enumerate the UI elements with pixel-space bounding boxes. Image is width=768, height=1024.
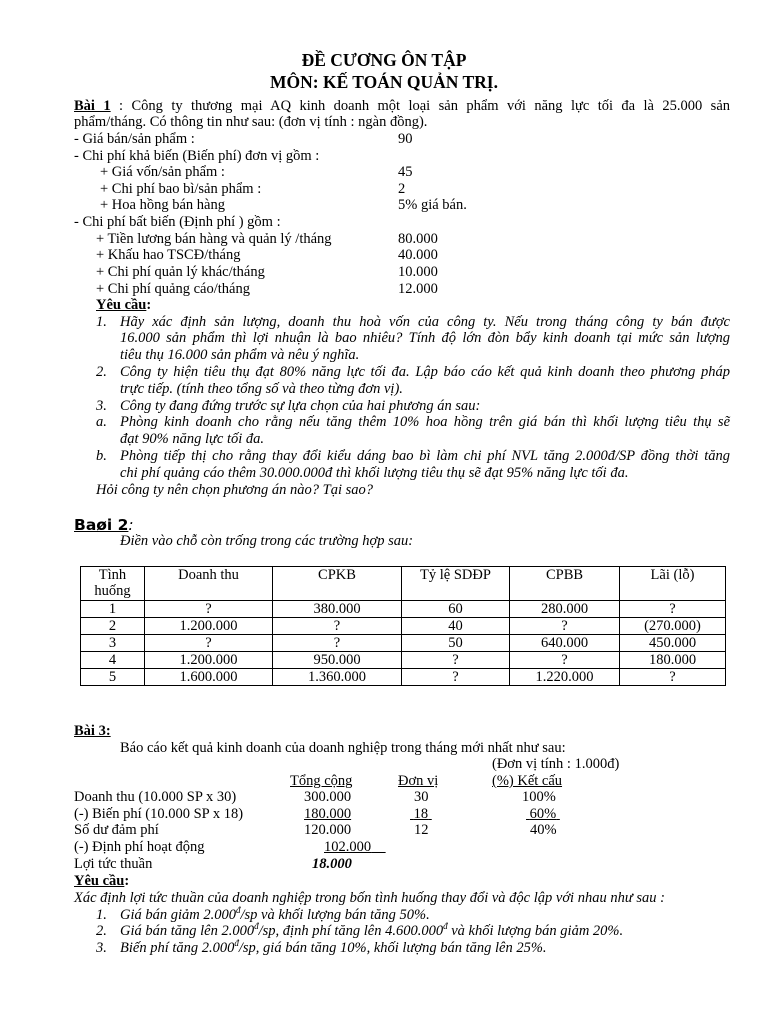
bai2-instruction: Điền vào chỗ còn trống trong các trường hợp sau:: [120, 533, 414, 549]
table-cell: 5: [81, 669, 145, 686]
bai1-yeu-cau: Yêu cầu:: [96, 297, 152, 313]
bai1-row-value: 2: [398, 181, 406, 197]
report-row-label: Lợi tức thuần: [74, 856, 153, 872]
table-cell: (270.000): [620, 618, 726, 635]
case-sup: đ: [234, 938, 239, 949]
case-sup: đ: [443, 921, 448, 932]
case-text-b: /sp, giá bán tăng 10%, khối lượng bán tăng lên 25%.: [238, 940, 547, 956]
case-text: [120, 907, 430, 924]
table-row: [81, 618, 726, 635]
bai2-label: Baøi 2: [74, 516, 129, 534]
yeu-cau-label: Yêu cầu: [74, 873, 125, 889]
report-row-unit: 30: [414, 789, 429, 805]
bai1-row-label: + Giá vốn/sản phẩm :: [100, 164, 225, 180]
bai3-task: Xác định lợi tức thuần của doanh nghiệp trong bốn tình huống thay đổi và độc lập với nhau như sau :: [74, 890, 665, 906]
table-cell: 60: [402, 601, 510, 618]
req-line: chi phí quảng cáo thêm 30.000.000đ thì khối lượng tiêu thụ sẽ đạt 95% năng lực tối đa.: [120, 465, 629, 481]
table-header-row: [81, 567, 726, 601]
case-text: [120, 940, 547, 957]
report-row-pct: 100%: [522, 789, 556, 805]
case-text-a: Giá bán giảm 2.000: [120, 907, 236, 923]
table-cell: 4: [81, 652, 145, 669]
table-row: [81, 669, 726, 686]
bai1-row-label: + Hoa hồng bán hàng: [100, 197, 225, 213]
table-cell: 2: [81, 618, 145, 635]
table-cell: 950.000: [273, 652, 402, 669]
req-num: a.: [96, 414, 107, 430]
bai2-heading: Baøi 2:: [74, 516, 134, 534]
bai1-row-label: + Chi phí quản lý khác/tháng: [96, 264, 265, 280]
bai3-label: Bài 3:: [74, 723, 111, 739]
req-line: Công ty hiện tiêu thụ đạt 80% năng lực tối đa. Lập báo cáo kết quả kinh doanh theo phương pháp: [120, 364, 730, 380]
table-row: [81, 652, 726, 669]
bai3-unit: (Đơn vị tính : 1.000đ): [492, 756, 620, 772]
bai3-intro: Báo cáo kết quả kinh doanh của doanh nghiệp trong tháng mới nhất như sau:: [120, 740, 566, 756]
bai3-yeu-cau: Yêu cầu:: [74, 873, 130, 889]
table-cell: 450.000: [620, 635, 726, 652]
report-row-label: Số dư đảm phí: [74, 822, 159, 838]
bai1-intro-line2: phẩm/tháng. Có thông tin như sau: (đơn vị tính : ngàn đồng).: [74, 114, 428, 130]
table-cell: 380.000: [273, 601, 402, 618]
table-cell: ?: [620, 669, 726, 686]
case-text-b: /sp và khối lượng bán tăng 50%.: [240, 907, 430, 923]
bai1-row-value: 12.000: [398, 281, 438, 297]
report-row-unit: [410, 806, 432, 823]
bai1-question: Hỏi công ty nên chọn phương án nào? Tại sao?: [96, 482, 374, 498]
bai1-row-label: + Chi phí quảng cáo/tháng: [96, 281, 250, 297]
table-cell: 50: [402, 635, 510, 652]
bai1-row-value: 90: [398, 131, 413, 147]
table-cell: 1.200.000: [145, 652, 273, 669]
bai1-row-label: + Khấu hao TSCĐ/tháng: [96, 247, 241, 263]
yeu-cau-label: Yêu cầu: [96, 297, 147, 313]
table-cell: 180.000: [620, 652, 726, 669]
header-cell: Lãi (lỗ): [620, 567, 726, 601]
table-cell: 280.000: [510, 601, 620, 618]
req-num: 3.: [96, 398, 107, 414]
case-num: 2.: [96, 923, 107, 939]
table-cell: ?: [402, 652, 510, 669]
col-header-pct: (%) Kết cấu: [492, 773, 563, 789]
req-line: 16.000 sản phẩm thì lợi nhuận là bao nhiêu? Tính độ lớn đòn bẩy kinh doanh tại mức sản lượng: [120, 330, 730, 346]
case-text-a: Biến phí tăng 2.000: [120, 940, 235, 956]
req-num: 2.: [96, 364, 107, 380]
req-line: Phòng tiếp thị cho rằng thay đổi kiểu dáng bao bì làm chi phí NVL tăng 2.000đ/SP đồng thời tăng: [120, 448, 730, 464]
req-num: 1.: [96, 314, 107, 330]
table-cell: ?: [620, 601, 726, 618]
col-header-total: Tổng cộng: [290, 773, 353, 789]
req-line: Công ty đang đứng trước sự lựa chọn của hai phương án sau:: [120, 398, 481, 414]
bai1-row-label: - Giá bán/sản phẩm :: [74, 131, 195, 147]
req-line: trực tiếp. (tính theo tổng số và theo từng đơn vị).: [120, 381, 403, 397]
bai1-row-label: + Chi phí bao bì/sản phẩm :: [100, 181, 262, 197]
req-num: b.: [96, 448, 107, 464]
bai2-instruction-text: Điền vào chỗ còn trống trong các trường hợp sau: [120, 533, 409, 549]
report-row-total: [324, 839, 386, 856]
header-cell: Tình huống: [81, 567, 145, 601]
bai1-label: Bài 1: [74, 98, 111, 114]
table-cell: ?: [145, 601, 273, 618]
table-cell: 1.200.000: [145, 618, 273, 635]
table-cell: ?: [402, 669, 510, 686]
case-text: [120, 923, 623, 940]
bai1-intro: [74, 98, 730, 115]
table-cell: ?: [510, 652, 620, 669]
header-cell: CPBB: [510, 567, 620, 601]
report-row-pct-value: 60%: [529, 806, 557, 822]
bai2-table: [80, 566, 726, 686]
header-cell: Doanh thu: [145, 567, 273, 601]
report-row-label: (-) Định phí hoạt động: [74, 839, 205, 855]
report-row-label: (-) Biến phí (10.000 SP x 18): [74, 806, 244, 822]
bai1-row-value: 5% giá bán.: [398, 197, 467, 213]
bai1-row-value: 80.000: [398, 231, 438, 247]
case-text-c: và khối lượng bán giảm 20%.: [447, 923, 624, 939]
table-cell: 1.220.000: [510, 669, 620, 686]
table-cell: 40: [402, 618, 510, 635]
bai1-row-value: 40.000: [398, 247, 438, 263]
report-row-unit: 12: [414, 822, 429, 838]
bai1-row-label: + Tiền lương bán hàng và quản lý /tháng: [96, 231, 332, 247]
case-num: 3.: [96, 940, 107, 956]
report-row-total: 18.000: [312, 856, 352, 872]
report-row-label: Doanh thu (10.000 SP x 30): [74, 789, 237, 805]
case-text-a: Giá bán tăng lên 2.000: [120, 923, 255, 939]
bai1-row-label: - Chi phí khả biến (Biến phí) đơn vị gồm :: [74, 148, 320, 164]
table-cell: 640.000: [510, 635, 620, 652]
col-header-unit: Đơn vị: [398, 773, 439, 789]
bai1-row-value: 10.000: [398, 264, 438, 280]
table-cell: 1: [81, 601, 145, 618]
table-cell: ?: [510, 618, 620, 635]
subject-title: MÔN: KẾ TOÁN QUẢN TRỊ.: [269, 72, 498, 92]
report-row-total: 180.000: [304, 806, 352, 822]
header-cell: Tỷ lệ SDĐP: [402, 567, 510, 601]
table-cell: ?: [273, 635, 402, 652]
report-row-total: 120.000: [304, 822, 352, 838]
case-num: 1.: [96, 907, 107, 923]
report-row-pct: 40%: [530, 822, 557, 838]
header-cell: CPKB: [273, 567, 402, 601]
bai1-row-value: 45: [398, 164, 413, 180]
report-row-unit-value: 18: [413, 806, 429, 822]
table-cell: ?: [273, 618, 402, 635]
document-title: ĐỀ CƯƠNG ÔN TẬP: [301, 50, 467, 70]
case-text-b: /sp, định phí tăng lên 4.600.000: [258, 923, 444, 939]
report-row-total: 300.000: [304, 789, 352, 805]
case-sup: đ: [254, 921, 259, 932]
case-sup: đ: [236, 905, 241, 916]
req-line: tiêu thụ 16.000 sản phẩm và nêu ý nghĩa.: [120, 347, 360, 363]
table-cell: 1.360.000: [273, 669, 402, 686]
req-line: đạt 90% năng lực tối đa.: [120, 431, 265, 447]
bai1-row-label: - Chi phí bất biến (Định phí ) gồm :: [74, 214, 281, 230]
table-row: [81, 635, 726, 652]
bai1-intro-text: : Công ty thương mại AQ kinh doanh một loại sản phẩm với năng lực tối đa là 25.000 sản: [119, 98, 731, 114]
table-cell: 1.600.000: [145, 669, 273, 686]
table-cell: ?: [145, 635, 273, 652]
req-line: Phòng kinh doanh cho rằng nếu tăng thêm 10% hoa hồng trên giá bán thì khối lượng tiêu thụ sẽ: [120, 414, 730, 430]
req-line: Hãy xác định sản lượng, doanh thu hoà vốn của công ty. Nếu trong tháng công ty bán được: [120, 314, 730, 330]
table-row: [81, 601, 726, 618]
report-row-total-value: 102.000: [324, 839, 372, 855]
report-row-pct: [526, 806, 560, 823]
table-cell: 3: [81, 635, 145, 652]
